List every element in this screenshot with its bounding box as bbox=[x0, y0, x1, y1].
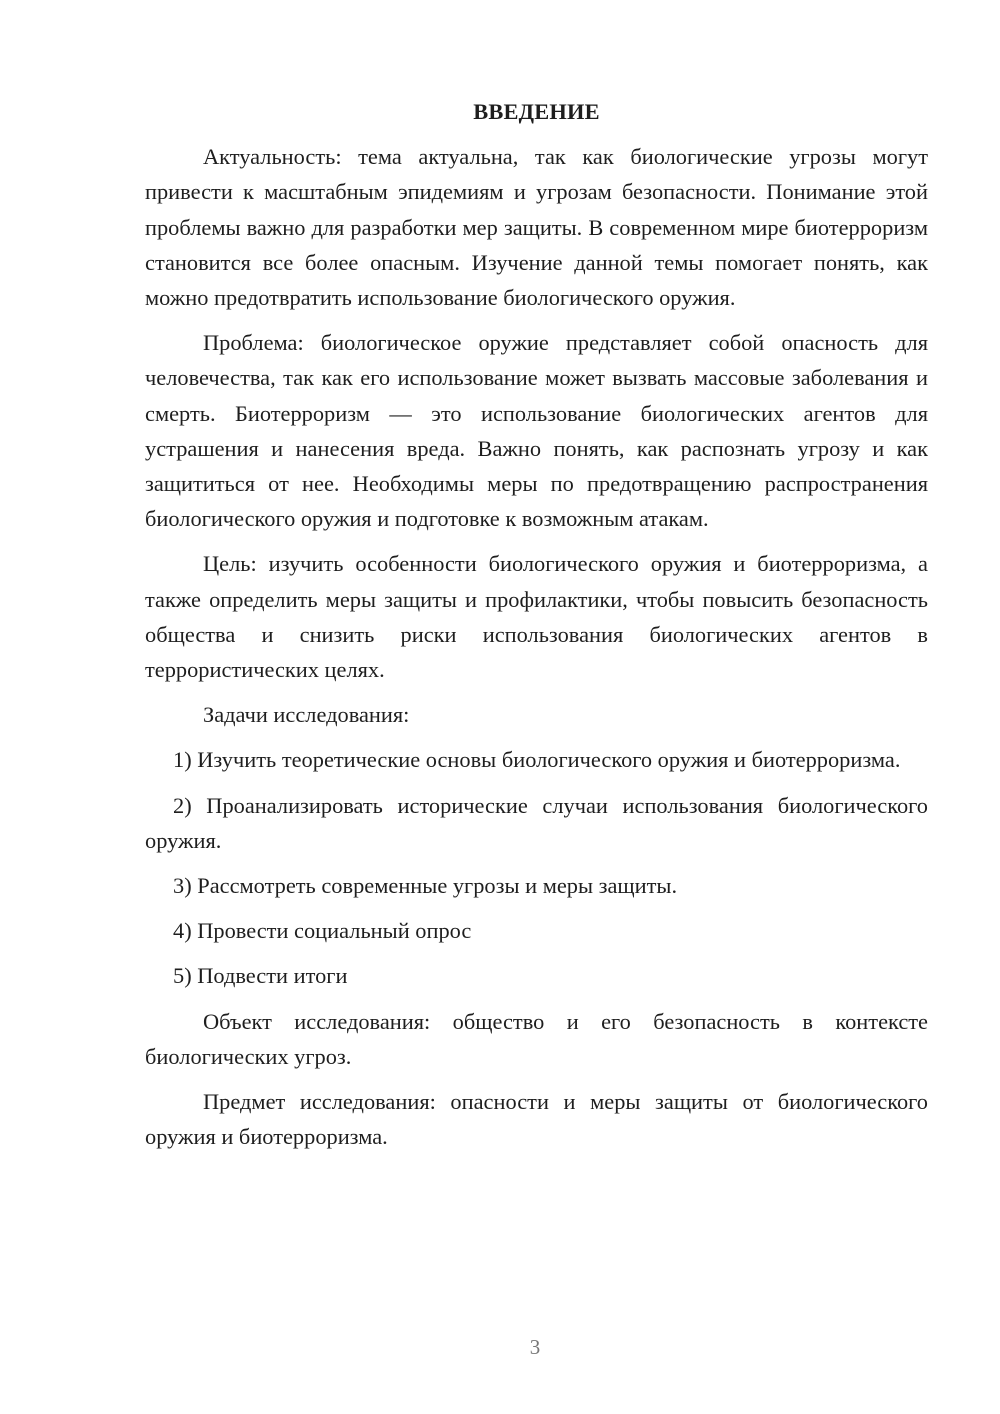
task-item-3: 3) Рассмотреть современные угрозы и меры защиты. bbox=[173, 873, 678, 899]
page-number: 3 bbox=[529, 1335, 541, 1359]
relevance-paragraph: Актуальность: тема актуальна, так как биологические угрозы могут привести к масштабным эпидемиям и угрозам безопасности. Понимание этой проблемы важно для разработки мер защиты. В современном мире биотерроризм становится все более опасным. Изучение данной темы помогает понять, как можно предотвратить использование биологического оружия. bbox=[145, 144, 928, 311]
document-page bbox=[145, 94, 928, 1164]
task-item-2: 2) Проанализировать исторические случаи использования биологического оружия. bbox=[145, 792, 928, 853]
goal-paragraph: Цель: изучить особенности биологического оружия и биотерроризма, а также определить меры защиты и профилактики, чтобы повысить безопасность общества и снизить риски использования биологических агентов в террористических целях. bbox=[145, 551, 928, 683]
task-item-5: 5) Подвести итоги bbox=[173, 963, 348, 989]
task-item-1: 1) Изучить теоретические основы биологического оружия и биотерроризма. bbox=[173, 747, 901, 773]
section-heading: ВВЕДЕНИЕ bbox=[473, 99, 600, 124]
problem-paragraph: Проблема: биологическое оружие представляет собой опасность для человечества, так как его использование может вызвать массовые заболевания и смерть. Биотерроризм — это использование биологических агентов для устрашения и нанесения вреда. Важно понять, как распознать угрозу и как защититься от нее. Необходимы меры по предотвращению распространения биологического оружия и подготовке к возможным атакам. bbox=[145, 330, 928, 532]
object-paragraph: Объект исследования: общество и его безопасность в контексте биологических угроз. bbox=[145, 1008, 928, 1069]
subject-paragraph: Предмет исследования: опасности и меры защиты от биологического оружия и биотерроризма. bbox=[145, 1089, 928, 1150]
task-item-4: 4) Провести социальный опрос bbox=[173, 918, 472, 944]
tasks-heading: Задачи исследования: bbox=[203, 702, 410, 728]
